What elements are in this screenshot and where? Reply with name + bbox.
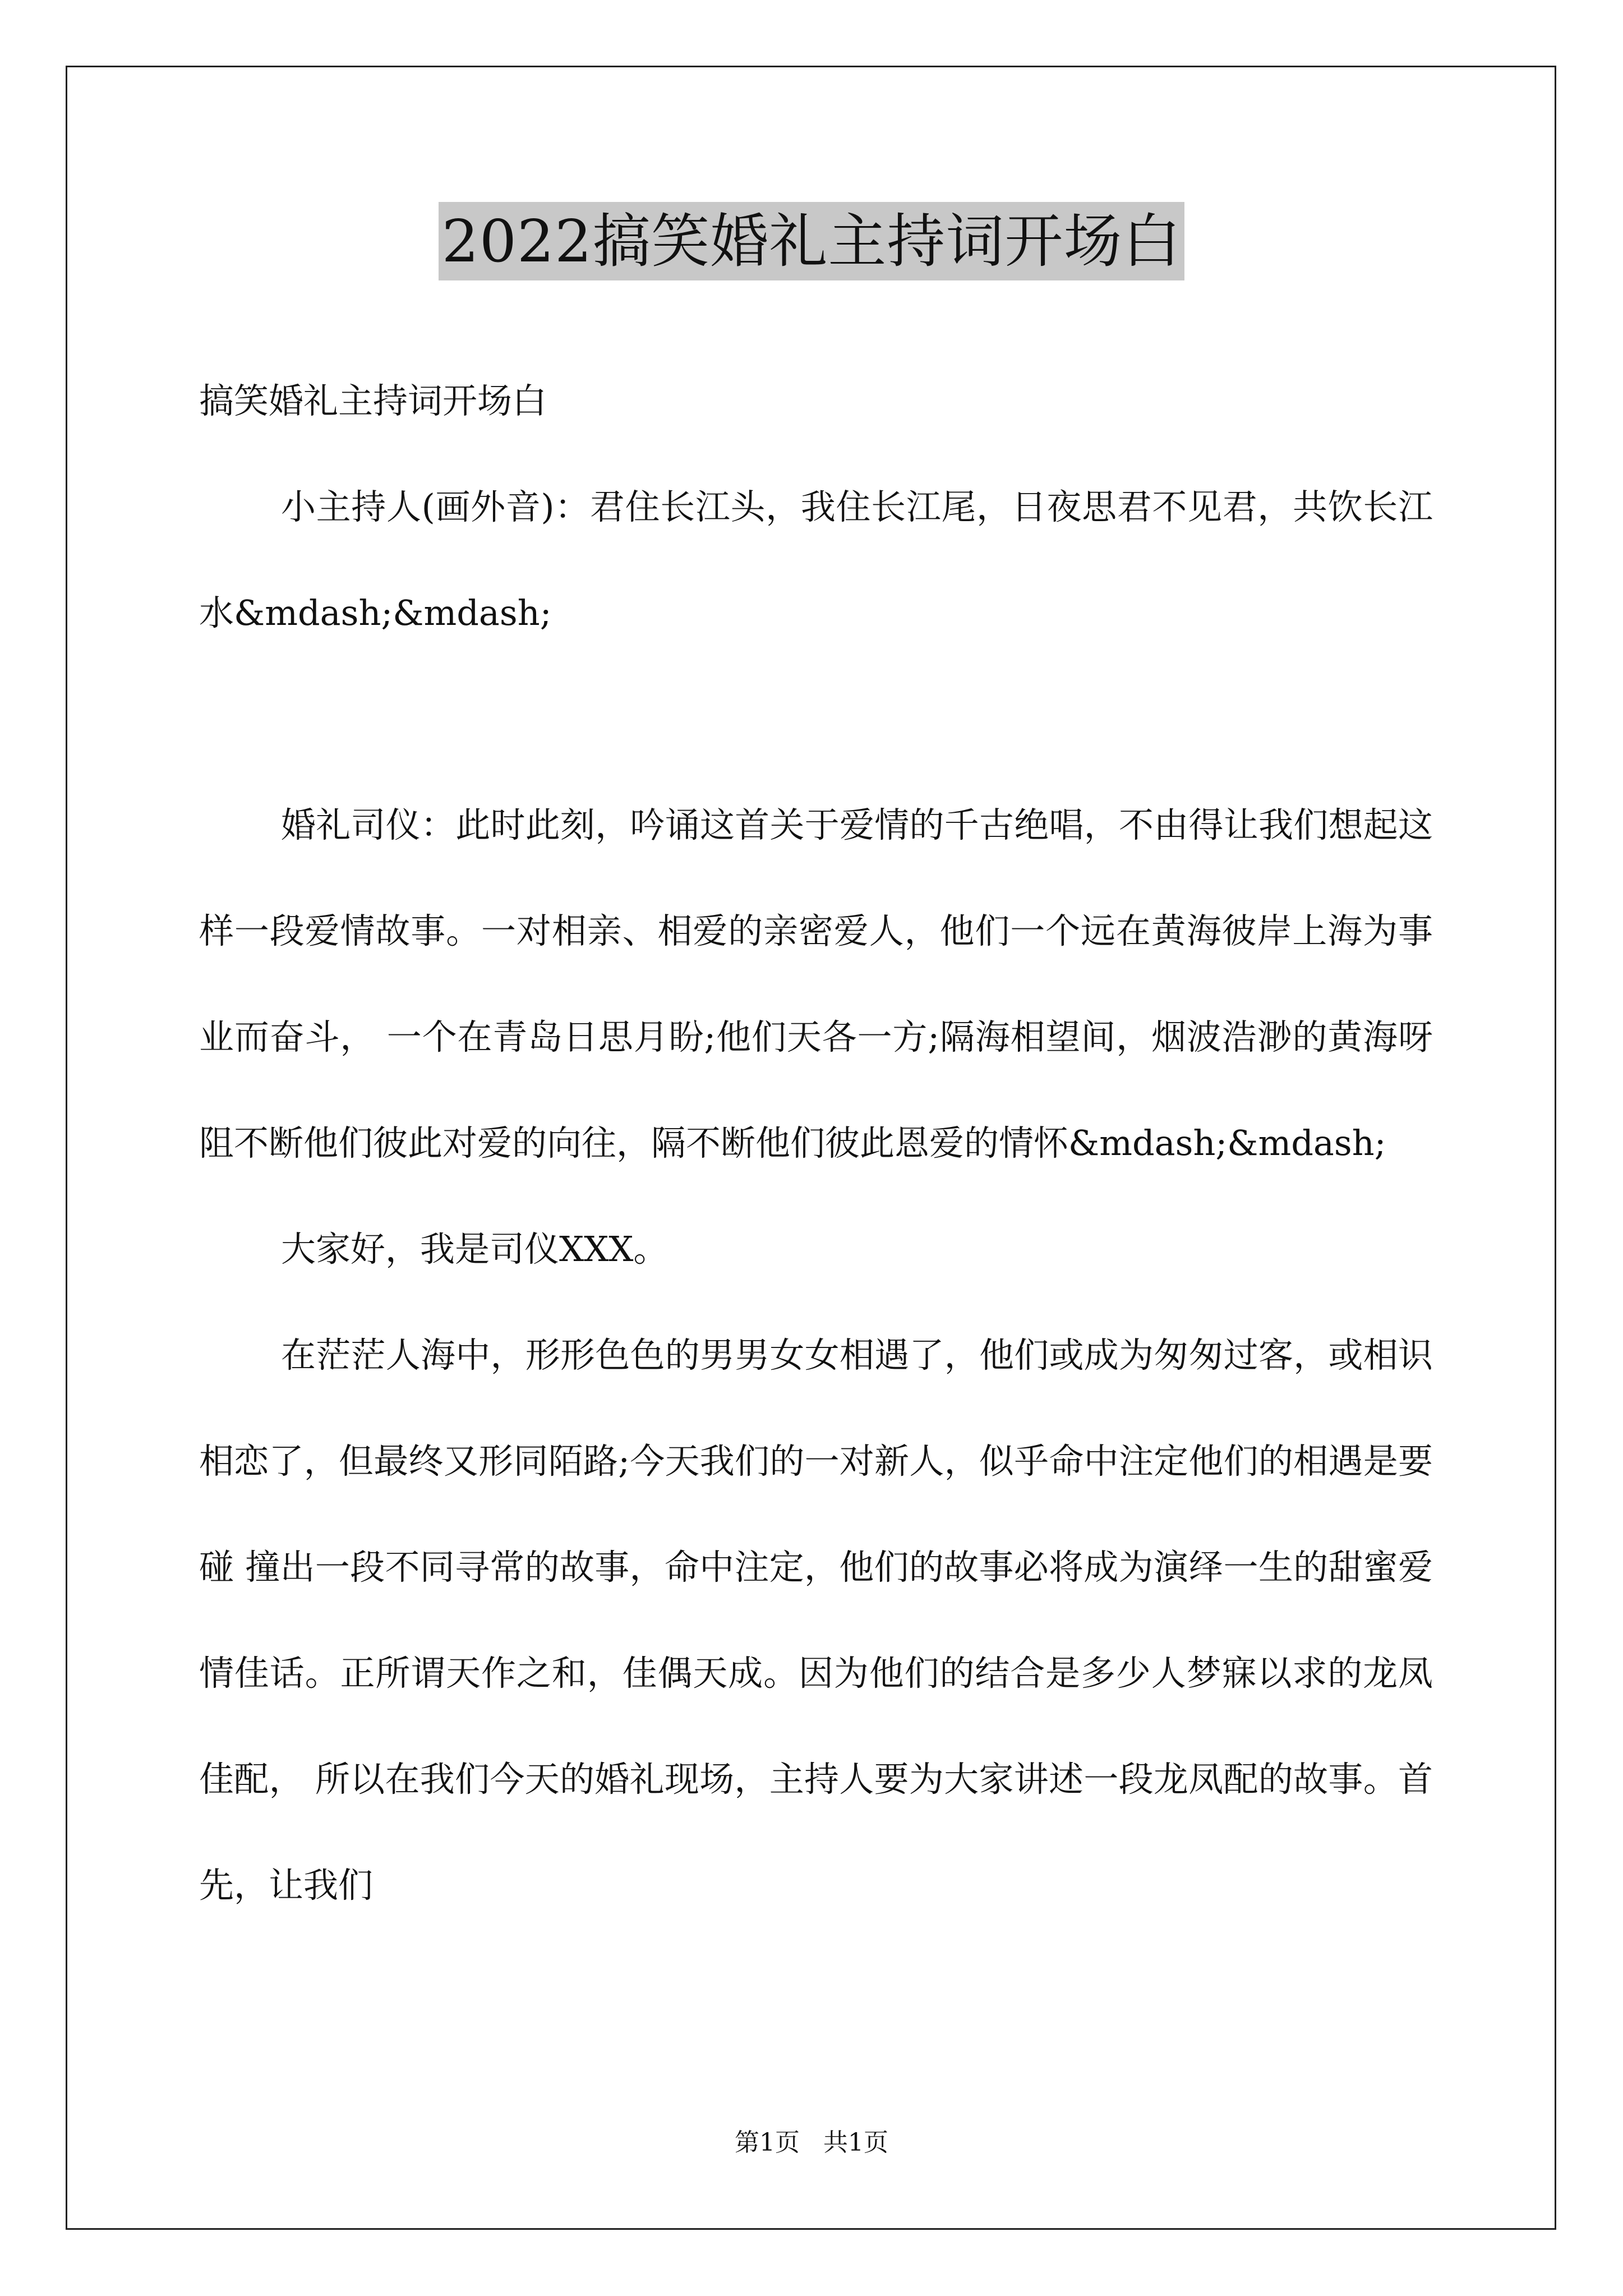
title-container (0, 202, 1623, 280)
paragraph-4: 在茫茫人海中，形形色色的男男女女相遇了，他们或成为匆匆过客，或相识相恋了，但最终又形同陌路;今天我们的一对新人，似乎命中注定他们的相遇是要碰 撞出一段不同寻常的故事，命中注定，他们的故事必将成为演绎一生的甜蜜爱情佳话。正所谓天作之和，佳偶天成。因为他们的结合是多少人梦寐以求的龙凤佳配， 所以在我们今天的婚礼现场，主持人要为大家讲述一段龙凤配的故事。首先，让我们 (199, 1335, 1433, 1906)
page-footer: 第1页 共1页 (735, 2128, 888, 2157)
paragraph-1: 小主持人(画外音)：君住长江头，我住长江尾，日夜思君不见君，共饮长江水&mdash;&mdash; (199, 486, 1433, 633)
document-subtitle: 搞笑婚礼主持词开场白 (199, 380, 547, 421)
paragraph-spacer (199, 666, 1433, 772)
paragraph-3: 大家好，我是司仪XXX。 (281, 1228, 668, 1269)
paragraph-2: 婚礼司仪：此时此刻，吟诵这首关于爱情的千古绝唱，不由得让我们想起这样一段爱情故事。一对相亲、相爱的亲密爱人，他们一个远在黄海彼岸上海为事业而奋斗， 一个在青岛日思月盼;他们天各一方;隔海相望间，烟波浩渺的黄海呀阻不断他们彼此对爱的向往，隔不断他们彼此恩爱的情怀&mdash;&mdash; (199, 804, 1433, 1163)
document-body (199, 348, 1433, 1938)
document-title: 2022搞笑婚礼主持词开场白 (439, 202, 1185, 280)
